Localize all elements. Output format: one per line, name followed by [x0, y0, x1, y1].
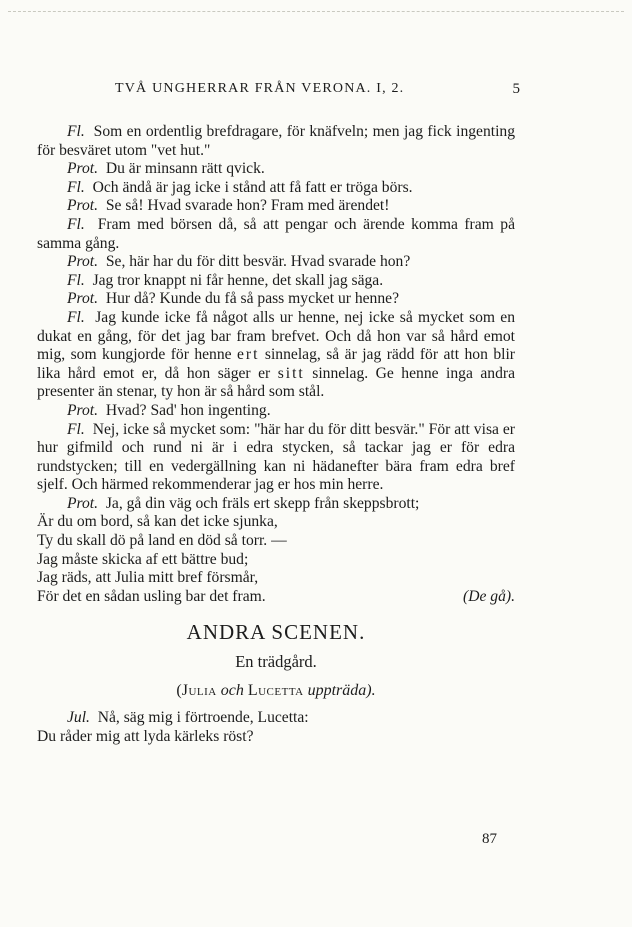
speaker: Fl. — [67, 178, 85, 196]
speech-text: Se så! Hvad svarade hon? Fram med ärendet! — [105, 197, 390, 215]
speech-text: Som en ordentlig brefdragare, för knäfveln; men jag fick ingenting för besväret utom "vet hut." — [37, 123, 516, 159]
speech-text: Hur då? Kunde du få så pass mycket ur henne? — [105, 290, 399, 308]
speaker: Fl. — [67, 215, 85, 233]
scene-setting: En trädgård. — [235, 652, 317, 672]
speech-text: Nej, icke så mycket som: "här har du för ditt besvär." För att visa er hur gifmild och rund ni är i edra stycken, så tackar jag er för edra rundstycken; till en vedergällning kan ni hädanefter bära fram edra bref sjelf. Och härmed rekommenderar jag er hos min herre. — [37, 420, 515, 494]
verse-line — [37, 588, 515, 607]
speaker: Prot. — [67, 160, 99, 178]
verse-line: Ty du skall dö på land en död så torr. — — [37, 532, 287, 550]
speech — [37, 290, 515, 309]
enter-text: uppträda). — [303, 682, 376, 700]
verse-line — [37, 495, 515, 514]
speech-text: Och ändå är jag icke i stånd att få fatt er tröga börs. — [92, 178, 413, 196]
speech — [37, 421, 515, 495]
speech-text-part: sinnelag. Ge henne inga andra presenter än stenar, ty hon är så hård som stål. — [37, 364, 515, 401]
spaced-word: ert — [237, 346, 260, 364]
verse-text: För det en sådan usling bar det fram. — [37, 587, 266, 605]
speech — [37, 179, 515, 198]
speech — [37, 272, 515, 291]
speech-text — [37, 309, 515, 400]
verse-line — [37, 709, 515, 728]
speaker: Fl. — [67, 271, 85, 289]
page-number: 5 — [512, 81, 520, 97]
running-header — [115, 79, 520, 99]
paren: ( — [176, 682, 182, 700]
speaker: Fl. — [67, 123, 85, 140]
speech-text: Se, här har du för ditt besvär. Hvad svarade hon? — [105, 253, 411, 271]
speech — [37, 402, 515, 421]
character-name: Lucetta — [247, 682, 304, 700]
speech-text-part: sinnelag, så är jag rädd för att hon blir lika hård emot er, då hon säger er — [37, 346, 515, 382]
speech — [37, 253, 515, 272]
speech — [37, 160, 515, 179]
speech — [37, 216, 515, 253]
character-name: Julia — [181, 682, 217, 700]
signature-mark: 87 — [482, 831, 497, 847]
speech-text: Hvad? Sad' hon ingenting. — [105, 401, 271, 419]
speaker: Fl. — [67, 420, 85, 438]
speaker: Prot. — [67, 253, 99, 271]
verse-line: Jag räds, att Julia mitt bref försmår, — [37, 569, 259, 587]
verse-line: Är du om bord, så kan det icke sjunka, — [37, 513, 278, 531]
verse-text: Nå, säg mig i förtroende, Lucetta: — [97, 709, 309, 727]
running-title: TVÅ UNGHERRAR FRÅN VERONA. I, 2. — [115, 81, 405, 96]
speaker: Fl. — [67, 308, 85, 326]
speaker: Prot. — [67, 290, 99, 308]
page-edge-rule — [8, 11, 624, 12]
stage-direction-exit: (De gå). — [463, 587, 515, 605]
speech — [37, 309, 515, 402]
verse-text: Ja, gå din väg och fräls ert skepp från skeppsbrott; — [105, 494, 420, 512]
spaced-word: sitt — [277, 364, 305, 382]
stage-direction-enter — [37, 681, 515, 701]
verse-line: Jag måste skicka af ett bättre bud; — [37, 550, 249, 568]
speech — [37, 197, 515, 216]
conjunction: och — [216, 682, 248, 700]
speaker: Prot. — [67, 401, 99, 419]
speech-text: Fram med börsen då, så att pengar och ärende komma fram på samma gång. — [37, 215, 515, 252]
speech-text: Du är minsann rätt qvick. — [105, 160, 265, 178]
speech — [37, 123, 515, 160]
speech-text-part: Jag kunde icke få något alls ur henne, nej icke så mycket som en dukat en gång, för det jag bar fram brefvet. Och då hon var så hård emot mig, som kungjorde för henne — [37, 308, 515, 364]
speaker: Jul. — [67, 709, 90, 727]
verse-line: Du råder mig att lyda kärleks röst? — [37, 728, 254, 746]
speaker: Prot. — [67, 197, 99, 215]
speech-text: Jag tror knappt ni får henne, det skall jag säga. — [92, 271, 384, 289]
speaker: Prot. — [67, 494, 99, 512]
scene-title: ANDRA SCENEN. — [186, 620, 366, 645]
text-body — [37, 123, 515, 747]
